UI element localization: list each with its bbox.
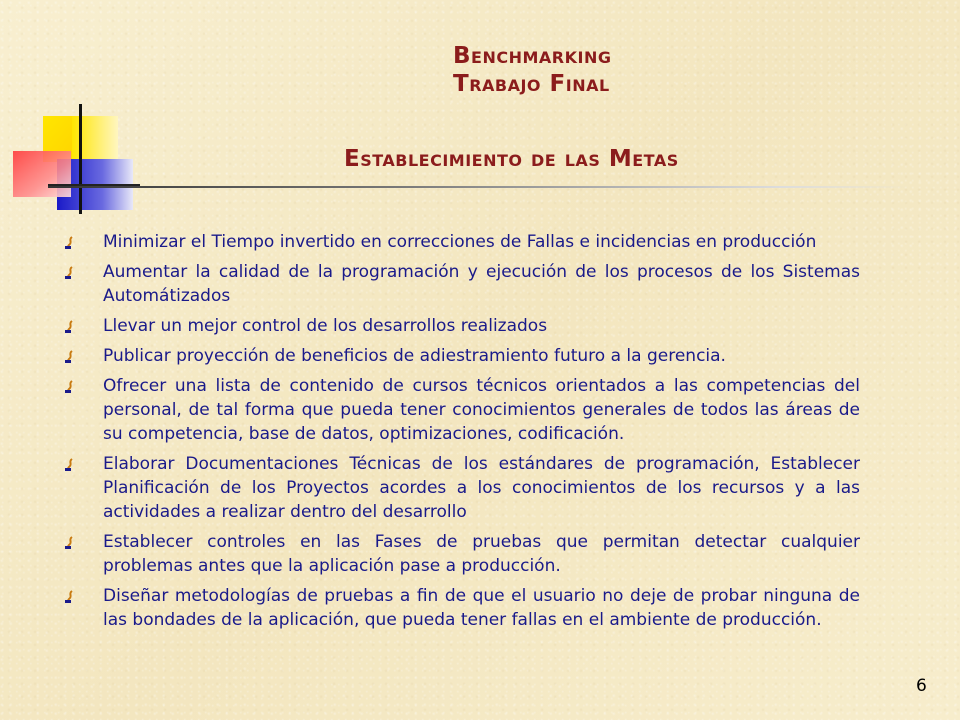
goals-list <box>60 230 860 638</box>
list-item <box>60 260 860 308</box>
page-title: Benchmarking <box>453 43 612 69</box>
list-item-text: Elaborar Documentaciones Técnicas de los estándares de programación, Establecer Planificación de los Proyectos acordes a los conocimientos de los recursos y a las actividades a realizar dentro del desarrollo <box>103 454 860 522</box>
list-item <box>60 344 860 368</box>
divider-rule <box>48 186 910 188</box>
page-number: 6 <box>916 676 927 696</box>
list-item-text: Publicar proyección de beneficios de adiestramiento futuro a la gerencia. <box>103 346 726 366</box>
squiggle-bullet-icon <box>65 536 75 549</box>
list-item-text: Ofrecer una lista de contenido de cursos técnicos orientados a las competencias del personal, de tal forma que pueda tener conocimientos generales de todos las áreas de su competencia, base de datos, optimizaciones, codificación. <box>103 376 860 444</box>
squiggle-bullet-icon <box>65 266 75 279</box>
title-block <box>453 42 611 98</box>
list-item-text: Diseñar metodologías de pruebas a fin de que el usuario no deje de probar ninguna de las bondades de la aplicación, que pueda tener fallas en el ambiente de producción. <box>103 586 860 630</box>
list-item <box>60 530 860 578</box>
squiggle-bullet-icon <box>65 458 75 471</box>
list-item <box>60 584 860 632</box>
page-title-line2: Trabajo Final <box>453 71 610 97</box>
squiggle-bullet-icon <box>65 590 75 603</box>
squiggle-bullet-icon <box>65 350 75 363</box>
squiggle-bullet-icon <box>65 380 75 393</box>
list-item <box>60 374 860 446</box>
list-item-text: Minimizar el Tiempo invertido en correcciones de Fallas e incidencias en producción <box>103 232 817 252</box>
list-item-text: Establecer controles en las Fases de pruebas que permitan detectar cualquier problemas antes que la aplicación pase a producción. <box>103 532 860 576</box>
squiggle-bullet-icon <box>65 320 75 333</box>
squiggle-bullet-icon <box>65 236 75 249</box>
list-item <box>60 452 860 524</box>
list-item <box>60 314 860 338</box>
list-item <box>60 230 860 254</box>
section-subtitle: Establecimiento de las Metas <box>344 146 679 172</box>
list-item-text: Llevar un mejor control de los desarrollos realizados <box>103 316 548 336</box>
list-item-text: Aumentar la calidad de la programación y ejecución de los procesos de los Sistemas Automátizados <box>103 262 860 306</box>
color-blocks-logo-icon <box>0 0 140 230</box>
